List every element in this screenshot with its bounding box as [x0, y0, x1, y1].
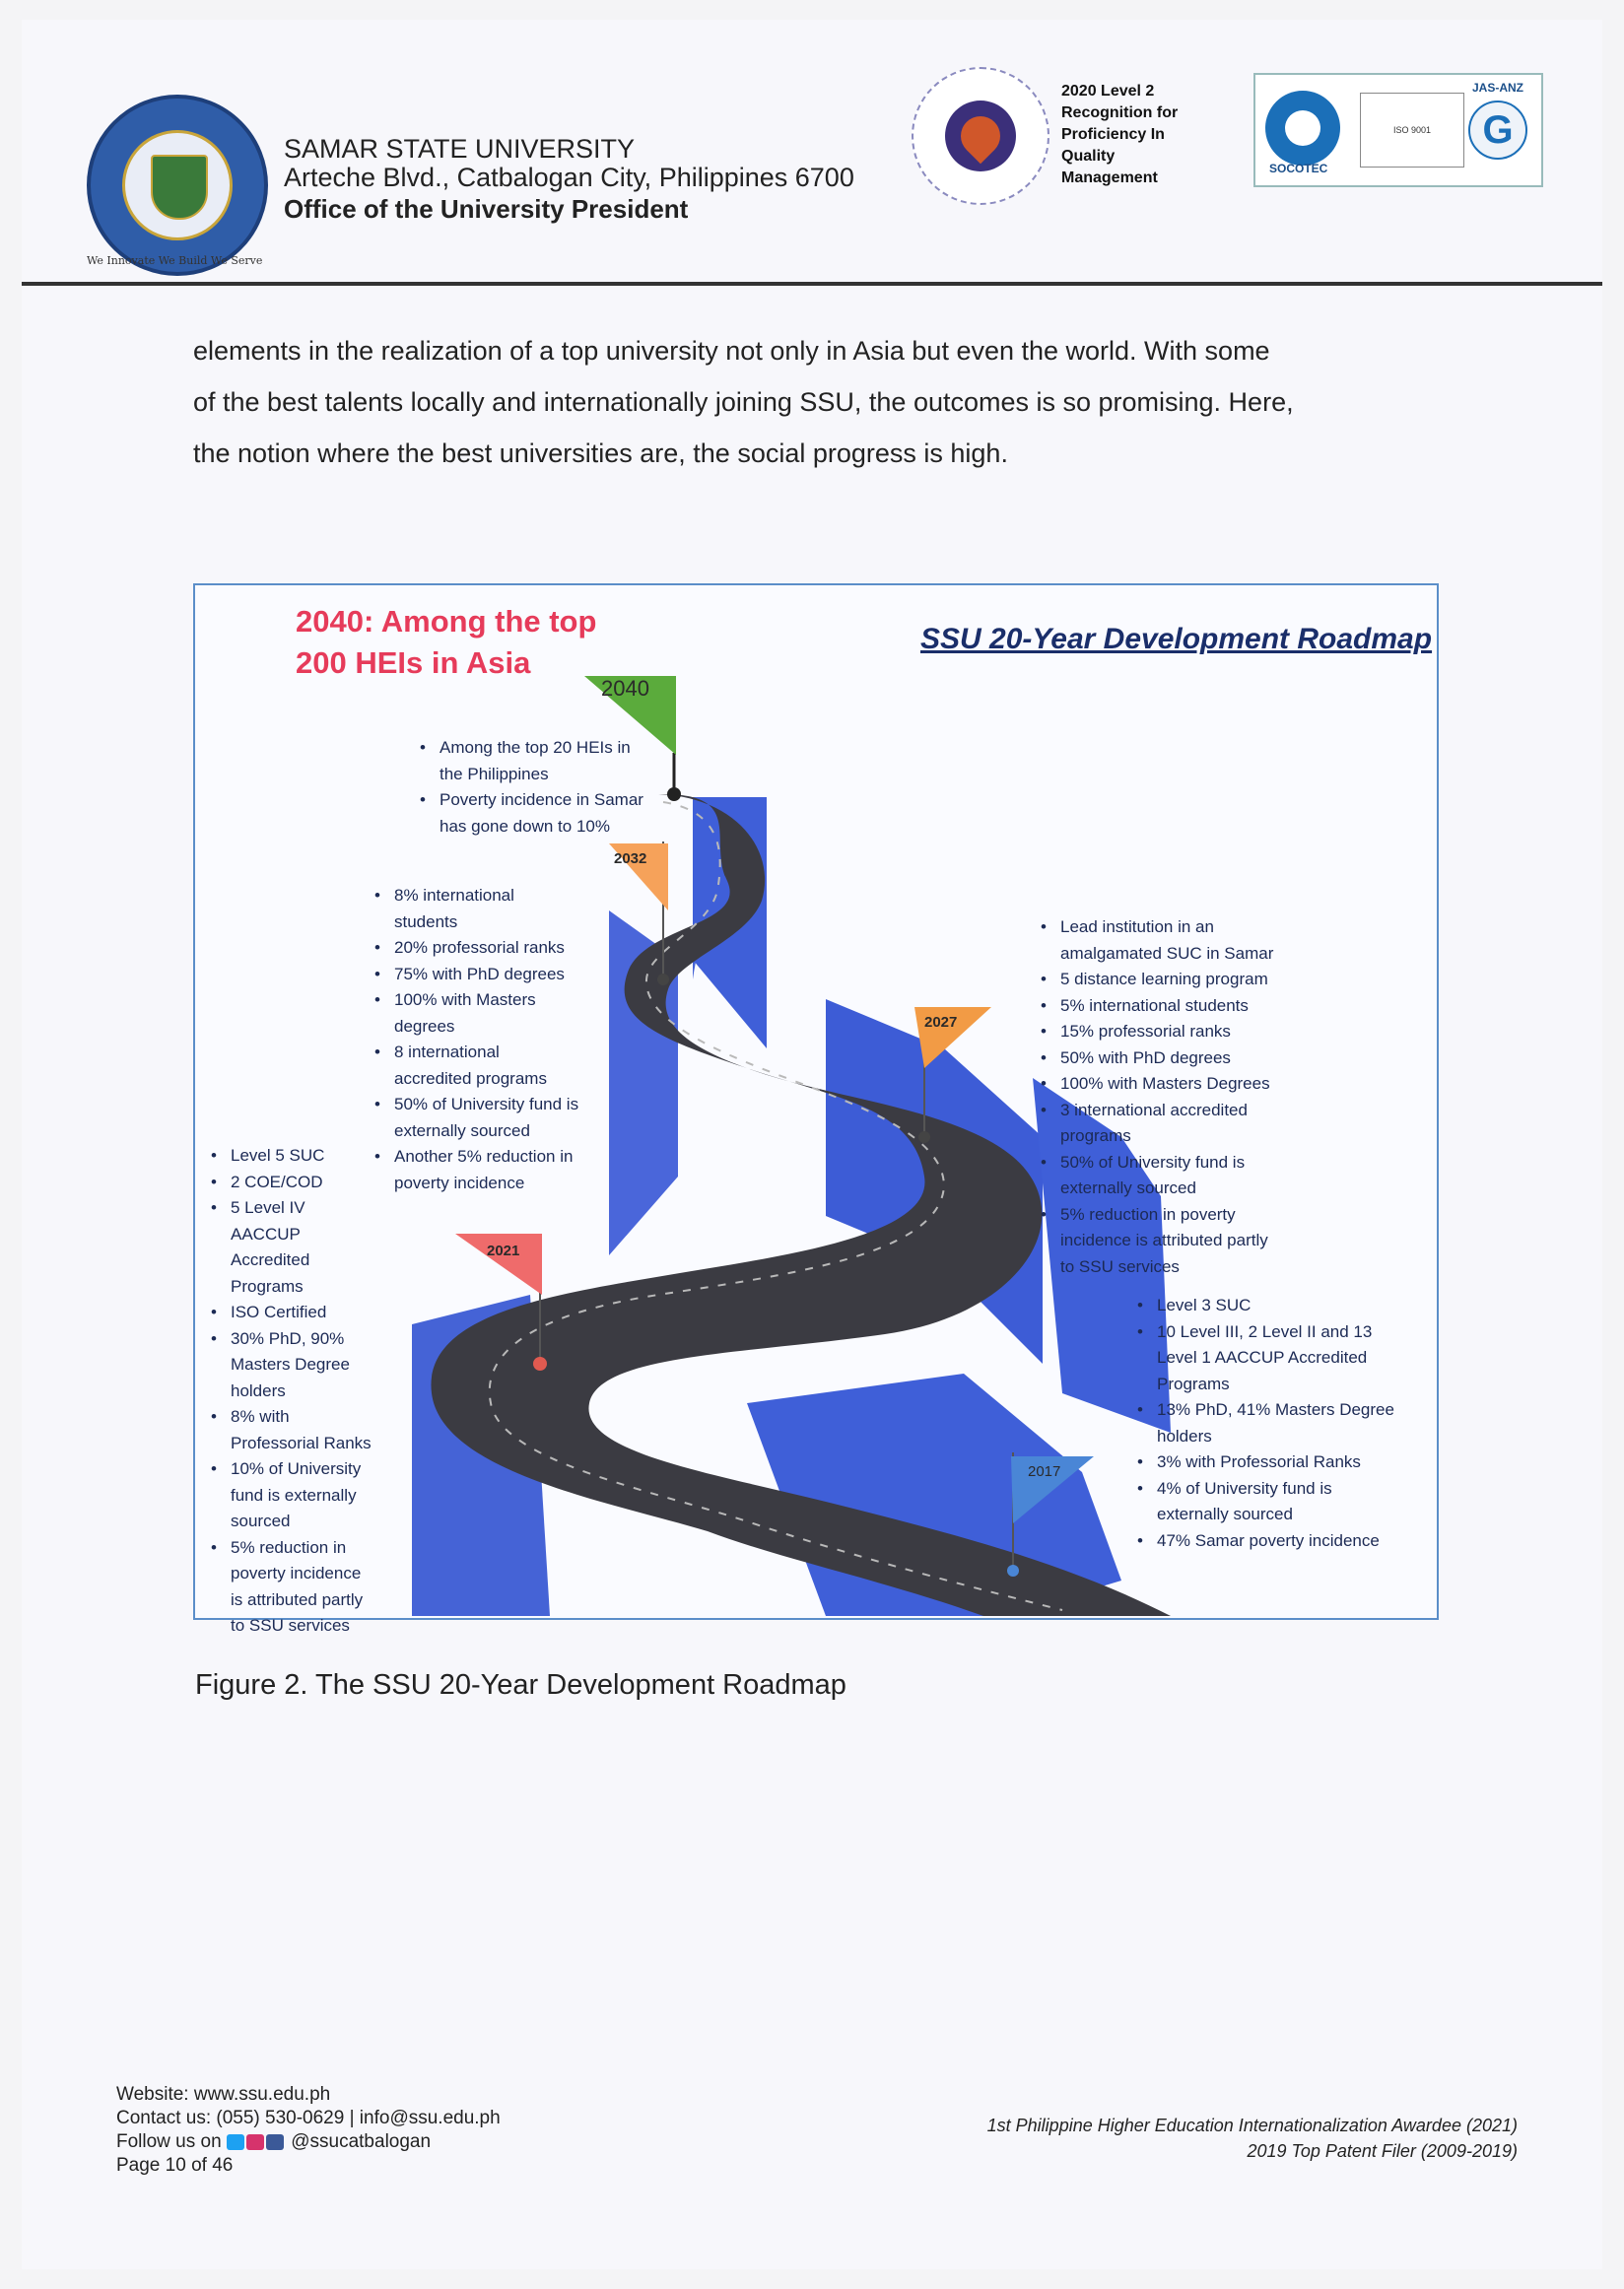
university-address: Arteche Blvd., Catbalogan City, Philippines 6700 — [284, 163, 854, 192]
milestone-list-2032 — [372, 883, 579, 1196]
milestone-item: • 2 COE/COD — [209, 1170, 376, 1196]
instagram-icon[interactable] — [246, 2134, 264, 2150]
university-name: SAMAR STATE UNIVERSITY — [284, 134, 636, 164]
milestone-item: • 100% with Masters Degrees — [1039, 1071, 1275, 1098]
milestone-list-2027 — [1039, 914, 1275, 1280]
figure-caption: Figure 2. The SSU 20-Year Development Roadmap — [195, 1669, 846, 1701]
milestone-item: • 10 Level III, 2 Level II and 13 Level 1 AACCUP Accredited Programs — [1135, 1319, 1401, 1398]
page-number: Page 10 of 46 — [116, 2155, 234, 2176]
milestone-item: • 8% with Professorial Ranks — [209, 1404, 376, 1456]
twitter-icon[interactable] — [227, 2134, 244, 2150]
jas-anz-label: JAS-ANZ — [1472, 81, 1524, 95]
milestone-item: • 5% reduction in poverty incidence is attributed partly to SSU services — [209, 1535, 376, 1640]
milestone-list-2040 — [418, 735, 654, 840]
socotec-label: SOCOTEC — [1269, 162, 1328, 175]
flag-year-2021: 2021 — [487, 1243, 520, 1259]
socotec-logo — [1265, 91, 1340, 166]
milestone-item: • 50% of University fund is externally sourced — [1039, 1150, 1275, 1202]
university-seal-logo — [87, 95, 268, 276]
milestone-list-2021 — [209, 1143, 376, 1640]
body-paragraph — [193, 325, 1435, 479]
award-recognition-text: 2020 Level 2 Recognition for Proficiency In Quality Management — [1061, 83, 1179, 186]
milestone-item: • 15% professorial ranks — [1039, 1019, 1275, 1045]
flag-year-2032: 2032 — [614, 850, 647, 867]
award-line: 1st Philippine Higher Education Internationalization Awardee (2021) — [986, 2116, 1518, 2135]
milestone-item: • Level 3 SUC — [1135, 1293, 1401, 1319]
milestone-list-2017 — [1135, 1293, 1401, 1554]
footer-contact — [116, 2083, 501, 2178]
milestone-item: • ISO Certified — [209, 1300, 376, 1326]
goal-line: 200 HEIs in Asia — [296, 645, 531, 680]
milestone-item: • 8 international accredited programs — [372, 1040, 579, 1092]
milestone-item: • Another 5% reduction in poverty incidence — [372, 1144, 579, 1196]
milestone-item: • 4% of University fund is externally sourced — [1135, 1476, 1401, 1528]
milestone-item: • 5 Level IV AACCUP Accredited Programs — [209, 1195, 376, 1300]
iso-9001-mark: ISO 9001 — [1360, 93, 1464, 168]
milestone-item: • 3 international accredited programs — [1039, 1098, 1275, 1150]
milestone-item: • 20% professorial ranks — [372, 935, 579, 962]
milestone-item: • 5% reduction in poverty incidence is attributed partly to SSU services — [1039, 1202, 1275, 1281]
contact-info[interactable]: Contact us: (055) 530-0629 | info@ssu.edu.ph — [116, 2108, 501, 2128]
paragraph-line: the notion where the best universities are, the social progress is high. — [193, 438, 1008, 468]
social-row — [116, 2130, 501, 2154]
roadmap-title: SSU 20-Year Development Roadmap — [920, 623, 1433, 655]
milestone-item: • 3% with Professorial Ranks — [1135, 1449, 1401, 1476]
university-motto: We Innovate We Build We Serve — [87, 254, 263, 267]
milestone-item: • 5 distance learning program — [1039, 967, 1275, 993]
goal-heading — [296, 601, 596, 684]
website-link[interactable]: Website: www.ssu.edu.ph — [116, 2084, 331, 2105]
milestone-item: • 5% international students — [1039, 993, 1275, 1020]
milestone-item: • 8% international students — [372, 883, 579, 935]
flag-year-2027: 2027 — [924, 1014, 958, 1031]
milestone-item: • Lead institution in an amalgamated SUC in Samar — [1039, 914, 1275, 967]
quality-award-seal-logo — [912, 67, 1049, 205]
milestone-item: • 100% with Masters degrees — [372, 987, 579, 1040]
jas-anz-logo: G — [1468, 101, 1527, 160]
facebook-icon[interactable] — [266, 2134, 284, 2150]
paragraph-line: of the best talents locally and internationally joining SSU, the outcomes is so promising. Here, — [193, 387, 1294, 417]
milestone-item: • 75% with PhD degrees — [372, 962, 579, 988]
flag-year-2040: 2040 — [601, 676, 649, 701]
milestone-item: • Among the top 20 HEIs in the Philippines — [418, 735, 654, 787]
milestone-item: • 30% PhD, 90% Masters Degree holders — [209, 1326, 376, 1405]
footer-awards — [916, 2113, 1518, 2164]
paragraph-line: elements in the realization of a top university not only in Asia but even the world. With some — [193, 336, 1270, 366]
award-line: 2019 Top Patent Filer (2009-2019) — [1247, 2141, 1518, 2161]
milestone-item: • 13% PhD, 41% Masters Degree holders — [1135, 1397, 1401, 1449]
milestone-item: • 47% Samar poverty incidence — [1135, 1528, 1401, 1555]
flag-year-2017: 2017 — [1028, 1463, 1061, 1480]
milestone-item: • Level 5 SUC — [209, 1143, 376, 1170]
social-handle[interactable]: @ssucatbalogan — [291, 2131, 432, 2152]
office-name: Office of the University President — [284, 194, 689, 224]
header-divider — [22, 282, 1602, 286]
milestone-item: • 50% of University fund is externally sourced — [372, 1092, 579, 1144]
milestone-item: • 10% of University fund is externally sourced — [209, 1456, 376, 1535]
follow-label: Follow us on — [116, 2131, 222, 2152]
milestone-item: • Poverty incidence in Samar has gone down to 10% — [418, 787, 654, 840]
milestone-item: • 50% with PhD degrees — [1039, 1045, 1275, 1072]
goal-line: 2040: Among the top — [296, 604, 597, 639]
